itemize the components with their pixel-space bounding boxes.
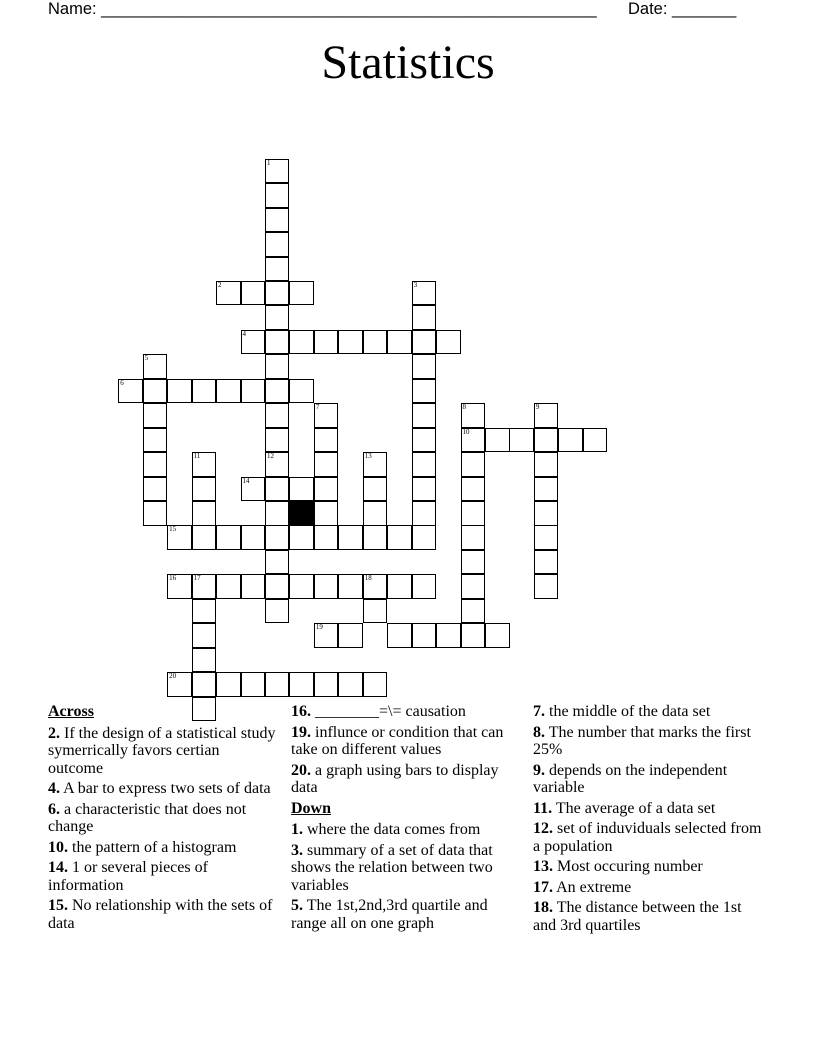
grid-cell[interactable]	[241, 379, 266, 404]
clue-down-5: 5. The 1st,2nd,3rd quartile and range all on one graph	[291, 897, 488, 932]
grid-cell[interactable]	[412, 330, 437, 355]
across-heading: Across	[48, 703, 94, 720]
grid-cell[interactable]	[436, 623, 461, 648]
grid-cell[interactable]	[192, 525, 217, 550]
grid-cell[interactable]	[241, 330, 266, 355]
grid-cell[interactable]	[265, 550, 290, 575]
grid-cell[interactable]	[412, 403, 437, 428]
grid-cell[interactable]	[289, 379, 314, 404]
grid-cell[interactable]	[216, 574, 241, 599]
grid-cell[interactable]	[143, 477, 168, 502]
grid-cell[interactable]	[363, 599, 388, 624]
grid-cell[interactable]	[338, 623, 363, 648]
grid-cell[interactable]	[265, 477, 290, 502]
clue-number: 6	[120, 378, 124, 387]
down-heading: Down	[291, 799, 332, 817]
grid-cell[interactable]	[265, 159, 290, 184]
clue-number: 7	[315, 403, 320, 412]
grid-cell[interactable]	[265, 330, 290, 355]
grid-cell[interactable]	[534, 452, 559, 477]
clue-number: 19	[315, 623, 323, 632]
grid-cell[interactable]	[509, 428, 534, 453]
grid-cell[interactable]	[265, 257, 290, 282]
clue-down-8: 8. The number that marks the first 25%	[533, 723, 751, 758]
grid-cell[interactable]	[412, 354, 437, 379]
grid-cell[interactable]	[289, 525, 314, 550]
grid-cell[interactable]	[241, 672, 266, 697]
grid-cell[interactable]	[363, 477, 388, 502]
grid-cell[interactable]	[192, 501, 217, 526]
clues-column-1	[48, 703, 278, 935]
grid-cell[interactable]	[485, 623, 510, 648]
grid-cell[interactable]	[314, 330, 339, 355]
grid-cell[interactable]	[289, 672, 314, 697]
grid-cell[interactable]	[412, 501, 437, 526]
clues-column-2	[291, 703, 523, 935]
grid-cell[interactable]	[118, 379, 143, 404]
grid-cell[interactable]	[412, 305, 437, 330]
grid-cell[interactable]	[534, 574, 559, 599]
black-square	[289, 501, 314, 526]
clue-down-11: 11. The average of a data set	[533, 799, 716, 817]
grid-cell[interactable]	[143, 452, 168, 477]
grid-cell[interactable]	[265, 208, 290, 233]
grid-cell[interactable]	[143, 428, 168, 453]
grid-cell[interactable]	[363, 525, 388, 550]
clue-across-19: 19. influnce or condition that can take on different values	[291, 723, 504, 758]
grid-cell[interactable]	[192, 648, 217, 673]
clue-number: 13	[364, 452, 372, 461]
grid-cell[interactable]	[314, 574, 339, 599]
grid-cell[interactable]	[387, 574, 412, 599]
clue-across-16: 16. ________=\= causation	[291, 703, 466, 720]
grid-cell[interactable]	[583, 428, 608, 453]
clue-number: 17	[193, 574, 201, 583]
grid-cell[interactable]	[534, 428, 559, 453]
grid-cell[interactable]	[412, 477, 437, 502]
grid-cell[interactable]	[461, 501, 486, 526]
grid-cell[interactable]	[289, 281, 314, 306]
clue-across-2: 2. If the design of a statistical study symerrically favors certian outcome	[48, 724, 276, 777]
grid-cell[interactable]	[314, 428, 339, 453]
grid-cell[interactable]	[534, 477, 559, 502]
grid-cell[interactable]	[461, 403, 486, 428]
grid-cell[interactable]	[289, 574, 314, 599]
grid-cell[interactable]	[265, 599, 290, 624]
grid-cell[interactable]	[412, 623, 437, 648]
grid-cell[interactable]	[216, 379, 241, 404]
grid-cell[interactable]	[412, 574, 437, 599]
grid-cell[interactable]	[216, 281, 241, 306]
grid-cell[interactable]	[363, 574, 388, 599]
clue-down-17: 17. An extreme	[533, 878, 632, 896]
grid-cell[interactable]	[363, 330, 388, 355]
grid-cell[interactable]	[461, 452, 486, 477]
clue-down-3: 3. summary of a set of data that shows the relation between two variables	[291, 841, 493, 894]
clue-across-10: 10. the pattern of a histogram	[48, 838, 237, 856]
grid-cell[interactable]	[461, 477, 486, 502]
grid-cell[interactable]	[192, 672, 217, 697]
grid-cell[interactable]	[265, 379, 290, 404]
grid-cell[interactable]	[216, 672, 241, 697]
grid-cell[interactable]	[461, 428, 486, 453]
clue-number: 18	[364, 574, 372, 583]
clue-number: 9	[535, 403, 540, 412]
grid-cell[interactable]	[412, 452, 437, 477]
grid-cell[interactable]	[265, 183, 290, 208]
grid-cell[interactable]	[265, 428, 290, 453]
clue-number: 4	[242, 329, 246, 338]
clue-number: 3	[413, 280, 418, 289]
grid-cell[interactable]	[216, 525, 241, 550]
grid-cell[interactable]	[265, 501, 290, 526]
grid-cell[interactable]	[461, 550, 486, 575]
grid-cell[interactable]	[143, 501, 168, 526]
grid-cell[interactable]	[192, 574, 217, 599]
grid-cell[interactable]	[338, 525, 363, 550]
grid-cell[interactable]	[265, 452, 290, 477]
grid-cell[interactable]	[461, 574, 486, 599]
grid-cell[interactable]	[558, 428, 583, 453]
grid-cell[interactable]	[412, 379, 437, 404]
clue-number: 10	[462, 427, 470, 436]
grid-cell[interactable]	[534, 403, 559, 428]
grid-cell[interactable]	[289, 477, 314, 502]
grid-cell[interactable]	[192, 599, 217, 624]
clue-across-14: 14. 1 or several pieces of information	[48, 859, 208, 894]
clue-number: 20	[169, 672, 177, 681]
grid-cell[interactable]	[143, 379, 168, 404]
grid-cell[interactable]	[387, 525, 412, 550]
grid-cell[interactable]	[338, 330, 363, 355]
grid-cell[interactable]	[167, 574, 192, 599]
clue-down-18: 18. The distance between the 1st and 3rd quartiles	[533, 899, 742, 934]
grid-cell[interactable]	[289, 330, 314, 355]
grid-cell[interactable]	[387, 330, 412, 355]
page-title: Statistics	[321, 36, 495, 89]
grid-cell[interactable]	[461, 525, 486, 550]
clue-down-7: 7. the middle of the data set	[533, 703, 711, 720]
grid-cell[interactable]	[192, 379, 217, 404]
grid-cell[interactable]	[314, 525, 339, 550]
clue-number: 8	[462, 403, 467, 412]
grid-cell[interactable]	[241, 281, 266, 306]
clue-across-20: 20. a graph using bars to display data	[291, 761, 499, 796]
grid-cell[interactable]	[241, 477, 266, 502]
grid-cell[interactable]	[314, 477, 339, 502]
grid-cell[interactable]	[363, 501, 388, 526]
grid-cell[interactable]	[338, 672, 363, 697]
clue-down-12: 12. set of induviduals selected from a population	[533, 820, 762, 855]
grid-cell[interactable]	[265, 232, 290, 257]
grid-cell[interactable]	[461, 599, 486, 624]
grid-cell[interactable]	[265, 574, 290, 599]
clue-across-4: 4. A bar to express two sets of data	[48, 780, 271, 797]
grid-cell[interactable]	[241, 574, 266, 599]
clue-across-15: 15. No relationship with the sets of data	[48, 897, 273, 932]
grid-cell[interactable]	[314, 403, 339, 428]
grid-cell[interactable]	[167, 672, 192, 697]
grid-cell[interactable]	[314, 623, 339, 648]
grid-cell[interactable]	[363, 672, 388, 697]
clue-number: 12	[266, 452, 274, 461]
grid-cell[interactable]	[534, 525, 559, 550]
clue-down-13: 13. Most occuring number	[533, 858, 703, 875]
grid-cell[interactable]	[265, 672, 290, 697]
grid-cell[interactable]	[461, 623, 486, 648]
grid-cell[interactable]	[143, 354, 168, 379]
grid-cell[interactable]	[338, 574, 363, 599]
grid-cell[interactable]	[363, 452, 388, 477]
clue-number: 15	[169, 525, 177, 534]
name-field[interactable]: Name: ______________________________________________________	[48, 0, 597, 18]
clue-number: 16	[169, 574, 177, 583]
clues-column-3	[533, 703, 768, 937]
grid-cell[interactable]	[143, 403, 168, 428]
grid-cell[interactable]	[265, 354, 290, 379]
grid-cell[interactable]	[167, 525, 192, 550]
grid-cell[interactable]	[265, 281, 290, 306]
clue-across-6: 6. a characteristic that does not change	[48, 800, 247, 835]
grid-cell[interactable]	[167, 379, 192, 404]
grid-cell[interactable]	[192, 623, 217, 648]
clue-number: 2	[218, 280, 222, 289]
grid-cell[interactable]	[412, 525, 437, 550]
grid-cell[interactable]	[534, 501, 559, 526]
grid-cell[interactable]	[485, 428, 510, 453]
date-field[interactable]: Date: _______	[628, 0, 737, 18]
grid-cell[interactable]	[265, 305, 290, 330]
grid-cell[interactable]	[241, 525, 266, 550]
grid-cell[interactable]	[265, 403, 290, 428]
grid-cell[interactable]	[192, 477, 217, 502]
grid-cell[interactable]	[192, 452, 217, 477]
grid-cell[interactable]	[387, 623, 412, 648]
clue-down-1: 1. where the data comes from	[291, 821, 481, 838]
grid-cell[interactable]	[412, 281, 437, 306]
clue-number: 1	[266, 158, 271, 167]
clue-number: 14	[242, 476, 250, 485]
grid-cell[interactable]	[412, 428, 437, 453]
grid-cell[interactable]	[436, 330, 461, 355]
clue-number: 5	[144, 354, 149, 363]
grid-cell[interactable]	[534, 550, 559, 575]
grid-cell[interactable]	[314, 672, 339, 697]
grid-cell[interactable]	[314, 452, 339, 477]
clue-down-9: 9. depends on the independent variable	[533, 761, 728, 796]
grid-cell[interactable]	[265, 525, 290, 550]
grid-cell[interactable]	[314, 501, 339, 526]
clue-number: 11	[193, 452, 201, 461]
